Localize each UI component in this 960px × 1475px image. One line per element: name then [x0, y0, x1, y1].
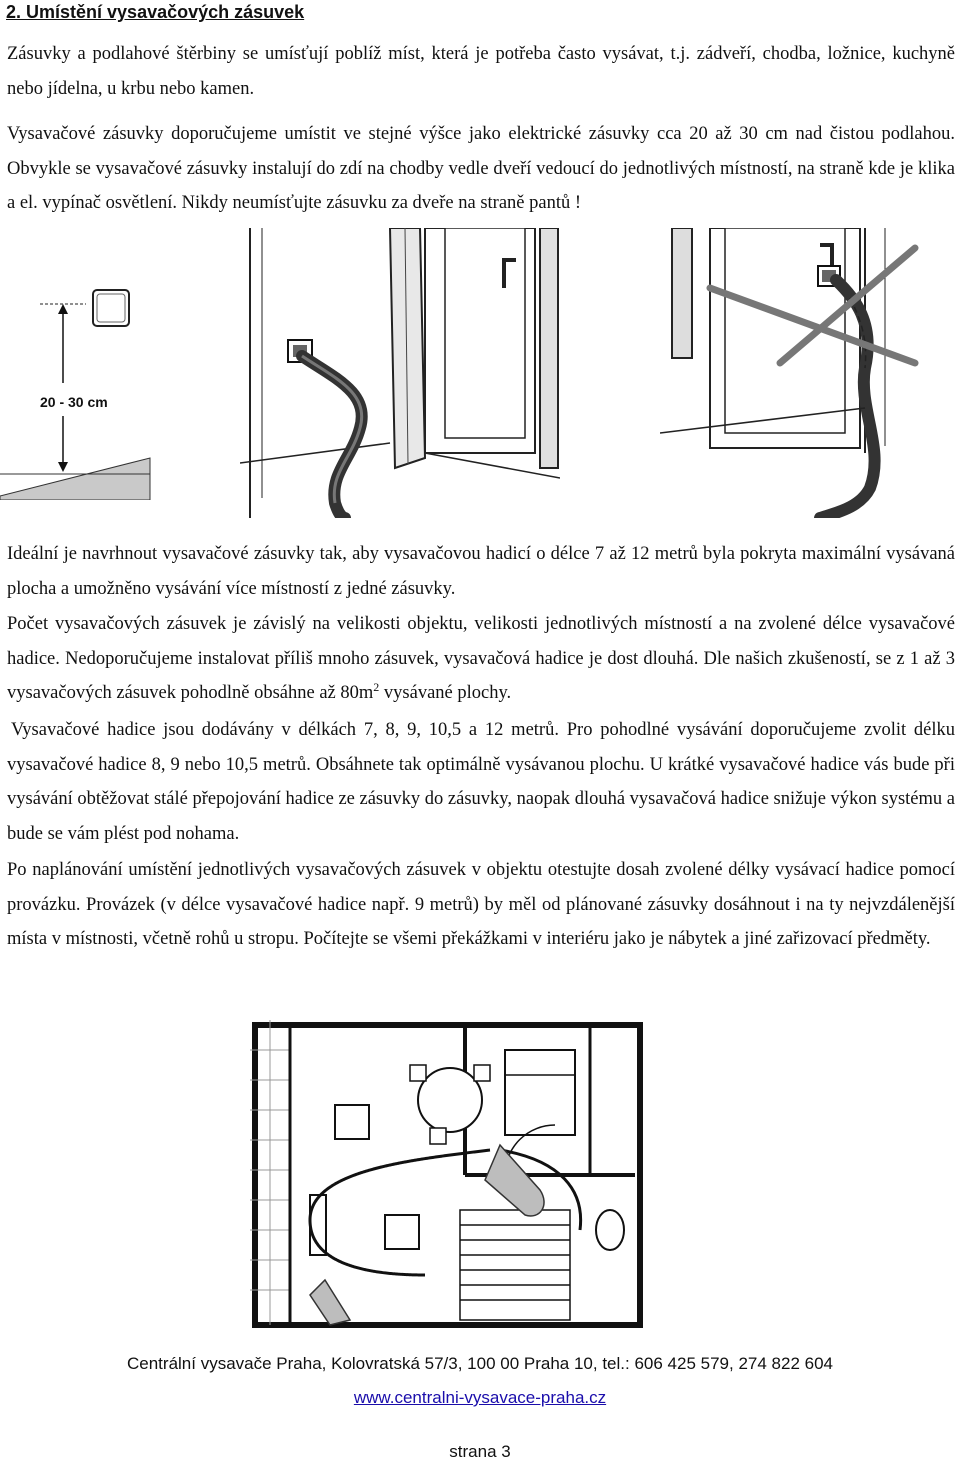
- paragraph-placement-height: Vysavačové zásuvky doporučujeme umístit ve stejné výšce jako elektrické zásuvky cca 20 až 30 cm nad čistou podlahou. Obvykle se vysavačové zásuvky instalují do zdí na chodby vedle dveří vedoucí do jednotlivých místností, na straně kde je klika a el. vypínač osvětlení. Nikdy neumísťujte zásuvku za dveře na straně pantů !: [7, 124, 955, 213]
- floor-plan-figure: [250, 1020, 650, 1330]
- paragraph-hose-lengths: Vysavačové hadice jsou dodávány v délkách 7, 8, 9, 10,5 a 12 metrů. Pro pohodlné vysávání doporučujeme zvolit délku vysavačové hadice 8, 9 nebo 10,5 metrů. Obsáhnete tak optimálně vysávanou plochu. U krátké vysavačové hadice vás bude při vysávání obtěžovat stálé přepojování hadice ze zásuvky do zásuvky, naopak dlouhá vysavačová hadice snižuje výkon systému a bude se vám plést pod nohama.: [7, 720, 955, 844]
- paragraph-testing: Po naplánování umístění jednotlivých vysavačových zásuvek v objektu otestujte dosah zvolené délky vysávací hadice pomocí provázku. Provázek (v délce vysavačové hadice např. 9 metrů) by měl od plánované zásuvky dosáhnout i na ty nejvzdálenější místa v místnosti, včetně rohů u stropu. Počítejte se všemi překážkami v interiéru jako je nábytek a jiné zařizovací předměty.: [7, 860, 955, 949]
- paragraph-ideal-design: Ideální je navrhnout vysavačové zásuvky tak, aby vysavačovou hadicí o délce 7 až 12 metrů byla pokryta maximální vysávaná plocha a umožněno vysávání více místností z jedné zásuvky.: [7, 544, 955, 599]
- section-heading: 2. Umístění vysavačových zásuvek: [6, 2, 305, 22]
- wall-outlet-icon: [93, 290, 129, 326]
- wrong-placement-figure: [660, 228, 960, 518]
- height-diagram-figure: [0, 278, 155, 500]
- footer-website[interactable]: [0, 1388, 960, 1408]
- height-label: 20 - 30 cm: [40, 394, 108, 410]
- correct-placement-figure: [240, 228, 560, 518]
- paragraph-outlet-count: Počet vysavačových zásuvek je závislý na velikosti objektu, velikosti jednotlivých místností a na zvolené délce vysavačové hadice. Nedoporučujeme instalovat příliš mnoho zásuvek, vysavačová hadice je dost dlouhá. Dle našich zkušeností, se z 1 až 3 vysavačových zásuvek pohodlně obsáhne až $80m^2$ vysávané plochy.: [7, 614, 955, 703]
- page-number: strana 3: [449, 1442, 511, 1461]
- footer-address: Centrální vysavače Praha, Kolovratská 57/3, 100 00 Praha 10, tel.: 606 425 579, 274 822 604: [127, 1354, 833, 1373]
- website-link[interactable]: www.centralni-vysavace-praha.cz: [353, 1388, 607, 1407]
- paragraph-placement-rooms: Zásuvky a podlahové štěrbiny se umísťují poblíž míst, která je potřeba často vysávat, t.j. zádveří, chodba, ložnice, kuchyně nebo jídelna, u krbu nebo kamen.: [7, 44, 955, 99]
